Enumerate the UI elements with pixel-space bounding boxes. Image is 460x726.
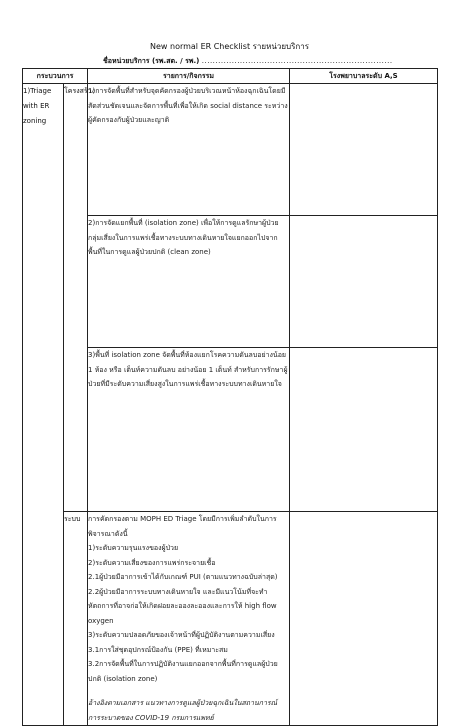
system-cell	[88, 512, 290, 726]
unit-label: ชื่อหน่วยบริการ (รพ.สต. / รพ.)	[103, 57, 200, 65]
header-process: กระบวนการ	[23, 69, 88, 84]
sub-system-label: ระบบ	[64, 512, 88, 726]
rating-cell[interactable]	[290, 84, 438, 216]
header-row	[23, 69, 438, 84]
system-item-2-1: 2.1ผู้ป่วยมีอาการเข้าได้กับเกณฑ์ PUI (ตามแนวทางฉบับล่าสุด)	[88, 573, 278, 581]
table-row	[23, 84, 438, 216]
system-item-3-1: 3.1การใส่ชุดอุปกรณ์ป้องกัน (PPE) ที่เหมาะสม	[88, 645, 228, 654]
unit-blank: ......................................................................	[201, 57, 393, 65]
rating-cell[interactable]	[290, 348, 438, 512]
reference-note: อ้างอิงตามเอกสาร แนวทางการดูแลผู้ป่วยฉุกเฉินในสถานการณ์การระบาดของ COVID-19 กรมการแพทย์	[88, 699, 278, 722]
header-activity: รายการ/กิจกรรม	[88, 69, 290, 84]
unit-name-line	[103, 56, 393, 67]
checklist-table	[22, 68, 438, 726]
system-item-3: 3)ระดับความปลอดภัยของเจ้าหน้าที่ผู้ปฏิบัติงานตามความเสี่ยง	[88, 631, 275, 639]
header-hospital-level: โรงพยาบาลระดับ A,S	[290, 69, 438, 84]
structure-item-2: 2)การจัดแยกพื้นที่ (isolation zone) เพื่อให้การดูแลรักษาผู้ป่วยกลุ่มเสี่ยงในการแพร่เชื้อทางระบบทางเดินหายใจแยกออกไปจากพื้นที่ในการดูแลผู้ป่วยปกติ (clean zone)	[88, 216, 290, 348]
system-item-3-2: 3.2การจัดพื้นที่ในการปฏิบัติงานแยกออกจากพื้นที่การดูแลผู้ป่วยปกติ (isolation zone)	[88, 660, 278, 683]
process-label: 1)Triage with ER zoning	[23, 84, 64, 726]
rating-cell[interactable]	[290, 512, 438, 726]
sub-structure-label: โครงสร้าง	[64, 84, 88, 512]
structure-item-3: 3)พื้นที่ isolation zone จัดพื้นที่ห้องแยกโรคความดันลบอย่างน้อย 1 ห้อง หรือ เต็นท์ความดันลบ อย่างน้อย 1 เต็นท์ สำหรับการรักษาผู้ป่วยที่มีระดับความเสี่ยงสูงในการแพร่เชื้อทางระบบทางเดินหายใจ	[88, 348, 290, 512]
system-item-2-2: 2.2ผู้ป่วยมีอาการระบบทางเดินหายใจ และมีแนวโน้มที่จะทำหัตถการที่อาจก่อให้เกิดฝอยละอองละอองและการให้ high flow oxygen	[88, 587, 277, 625]
system-item-2: 2)ระดับความเสี่ยงของการแพร่กระจายเชื้อ	[88, 558, 216, 567]
document-title: New normal ER Checklist รายหน่วยบริการ	[150, 42, 310, 51]
table-row	[23, 512, 438, 726]
structure-item-1: 1)การจัดพื้นที่สำหรับจุดคัดกรองผู้ป่วยบริเวณหน้าห้องฉุกเฉินโดยมีสัดส่วนชัดเจนและจัดการพื้นที่เพื่อให้เกิด social distance ระหว่างผู้คัดกรองกับผู้ป่วยและญาติ	[88, 84, 290, 216]
rating-cell[interactable]	[290, 216, 438, 348]
system-intro: การคัดกรองตาม MOPH ED Triage โดยมีการเพิ่มลำดับในการพิจารณาดังนี้	[88, 515, 277, 538]
system-item-1: 1)ระดับความรุนแรงของผู้ป่วย	[88, 544, 179, 552]
